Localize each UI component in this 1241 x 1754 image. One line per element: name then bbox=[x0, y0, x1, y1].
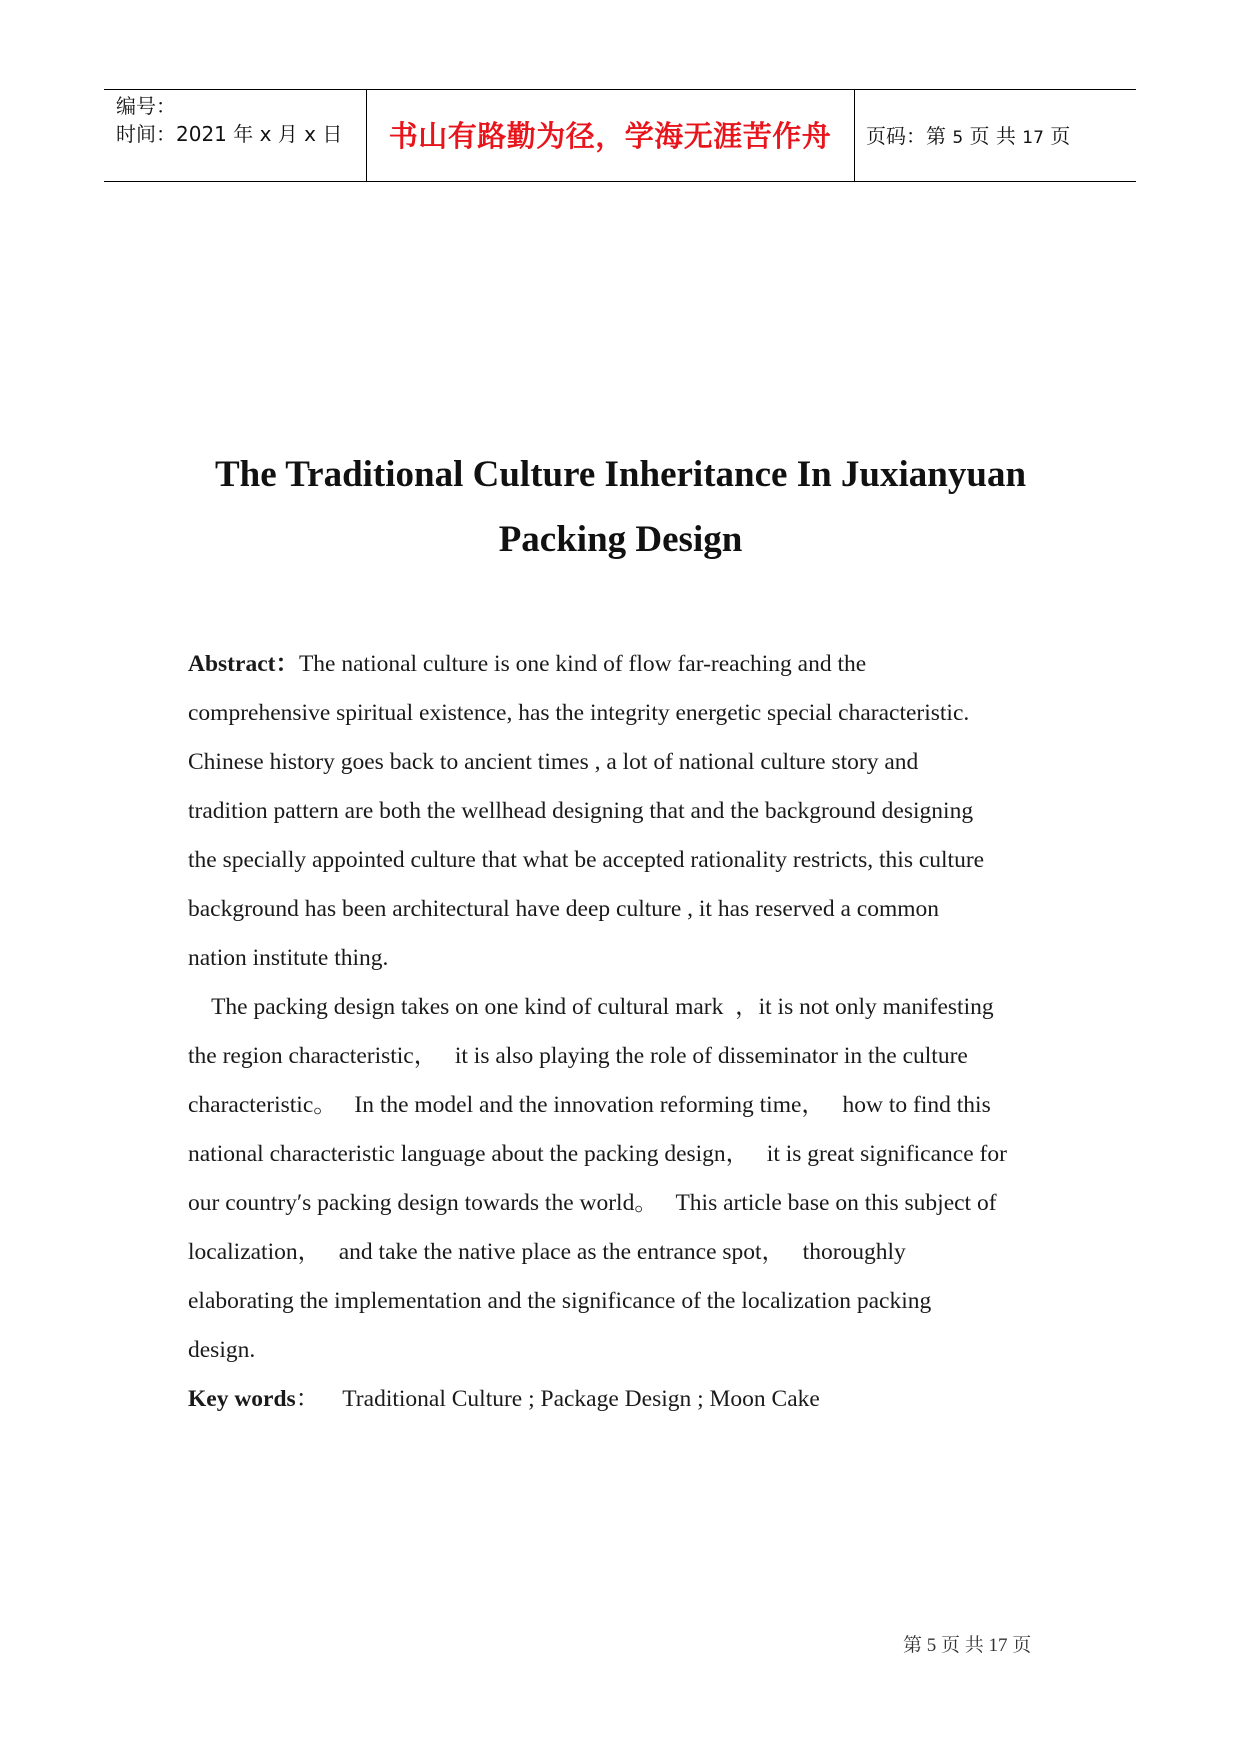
abstract-text: The national culture is one kind of flow far-reaching and the bbox=[298, 651, 867, 677]
abstract-line bbox=[188, 640, 1068, 689]
abstract-line: background has been architectural have deep culture , it has reserved a common bbox=[188, 896, 940, 922]
abstract-line: characteristic。 In the model and the innovation reforming time， how to find this bbox=[188, 1092, 991, 1118]
abstract-line: comprehensive spiritual existence, has the integrity energetic special characteristic. bbox=[188, 700, 970, 726]
keywords-text: Traditional Culture ; Package Design ; Moon Cake bbox=[319, 1386, 820, 1412]
abstract-line: Chinese history goes back to ancient times , a lot of national culture story and bbox=[188, 749, 919, 775]
document-title bbox=[160, 442, 1081, 572]
header-page-total: 17 bbox=[1022, 128, 1044, 148]
document-header bbox=[104, 89, 1136, 182]
header-page-indicator bbox=[866, 120, 1070, 149]
keywords-colon: ： bbox=[295, 1386, 320, 1412]
abstract-line: national characteristic language about the packing design， it is great significance for bbox=[188, 1141, 1007, 1167]
page-footer: 第 5 页 共 17 页 bbox=[903, 1635, 1032, 1656]
abstract-line: elaborating the implementation and the significance of the localization packing bbox=[188, 1288, 932, 1314]
header-number-label: 编号： bbox=[116, 94, 176, 118]
abstract-line: tradition pattern are both the wellhead designing that and the background designing bbox=[188, 798, 974, 824]
abstract-line: The packing design takes on one kind of cultural mark ，it is not only manifesting bbox=[188, 994, 994, 1020]
abstract-line: our country′s packing design towards the world。 This article base on this subject of bbox=[188, 1190, 997, 1216]
header-meta bbox=[116, 92, 342, 148]
header-page-middle: 页 共 bbox=[963, 124, 1023, 148]
abstract-line: the specially appointed culture that what be accepted rationality restricts, this culture bbox=[188, 847, 985, 873]
abstract-section bbox=[188, 640, 1068, 1424]
header-divider bbox=[854, 90, 855, 181]
keywords-label: Key words bbox=[188, 1386, 296, 1412]
title-line: The Traditional Culture Inheritance In Juxianyuan bbox=[214, 454, 1027, 495]
header-page-prefix: 页码：第 bbox=[866, 124, 953, 148]
header-time-label: 时间：2021 年 x 月 x 日 bbox=[116, 122, 343, 146]
keywords-line bbox=[188, 1375, 1068, 1424]
header-page-suffix: 页 bbox=[1043, 124, 1071, 148]
abstract-line: design. bbox=[188, 1337, 256, 1363]
header-motto: 书山有路勤为径，学海无涯苦作舟 bbox=[388, 119, 832, 153]
abstract-line: nation institute thing. bbox=[188, 945, 389, 971]
header-page-current: 5 bbox=[952, 128, 964, 148]
abstract-line: the region characteristic， it is also playing the role of disseminator in the culture bbox=[188, 1043, 968, 1069]
abstract-line: localization， and take the native place as the entrance spot， thoroughly bbox=[188, 1239, 906, 1265]
title-line: Packing Design bbox=[498, 519, 743, 560]
abstract-label: Abstract： bbox=[188, 651, 299, 677]
